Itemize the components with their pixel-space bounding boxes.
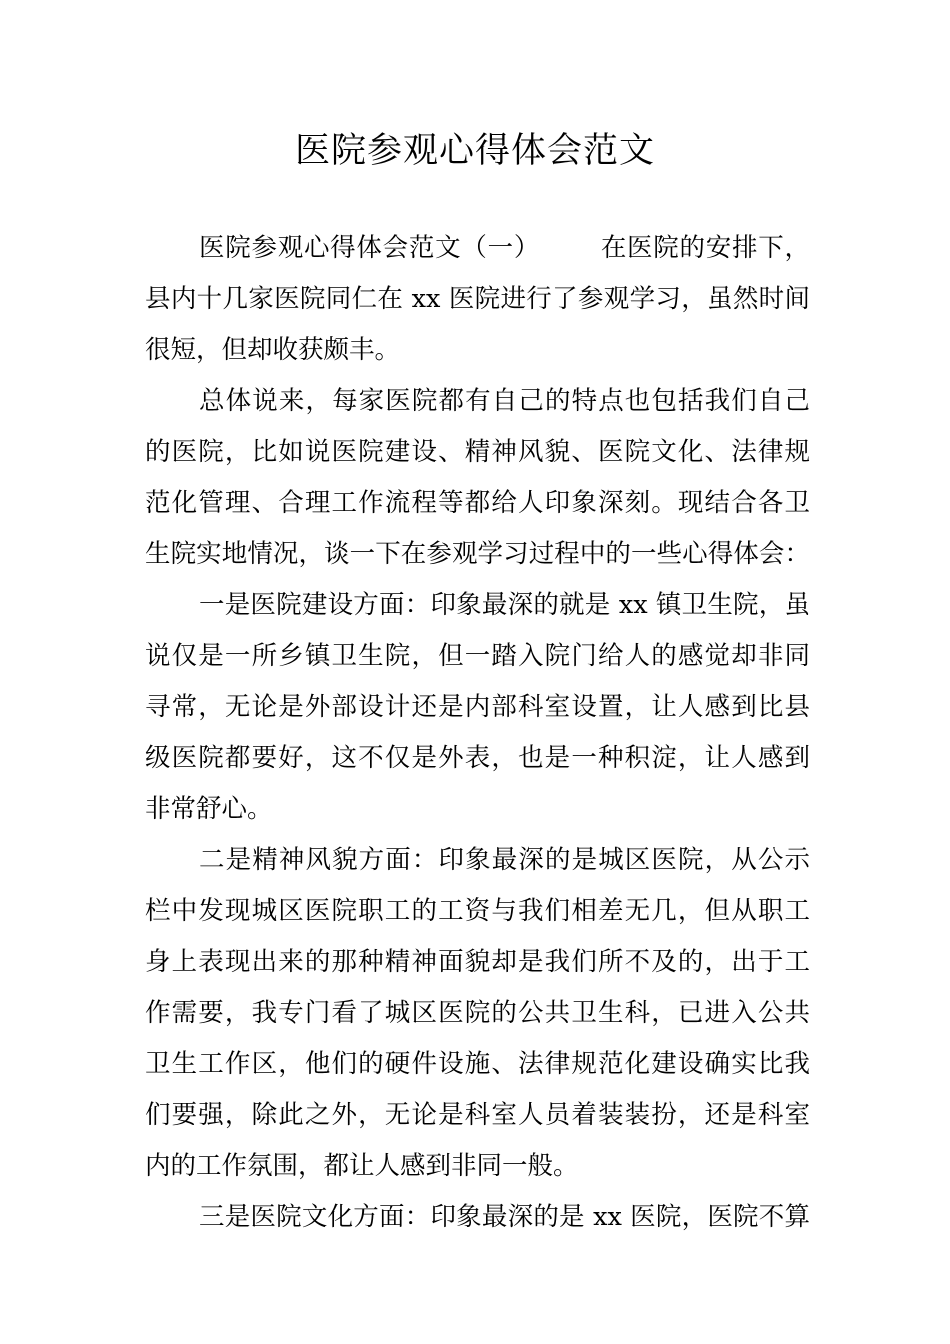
paragraph-line: 县内十几家医院同仁在 xx 医院进行了参观学习，虽然时间 <box>145 284 810 314</box>
paragraph-line: 范化管理、合理工作流程等都给人印象深刻。现结合各卫 <box>145 488 810 518</box>
section-heading-text: 医院参观心得体会范文（一） <box>199 233 541 263</box>
paragraph-line: 很短，但却收获颇丰。 <box>145 335 401 365</box>
paragraph-line: 身上表现出来的那种精神面貌却是我们所不及的，出于工 <box>145 947 810 977</box>
paragraph-line <box>199 222 810 274</box>
paragraph-line: 作需要，我专门看了城区医院的公共卫生科，已进入公共 <box>145 998 810 1028</box>
paragraph-line: 总体说来，每家医院都有自己的特点也包括我们自己 <box>199 386 810 416</box>
paragraph-line: 级医院都要好，这不仅是外表，也是一种积淀，让人感到 <box>145 743 810 773</box>
paragraph-line: 一是医院建设方面：印象最深的就是 xx 镇卫生院，虽 <box>199 590 810 620</box>
document-title: 医院参观心得体会范文 <box>294 131 655 171</box>
paragraph-line: 卫生工作区，他们的硬件设施、法律规范化建设确实比我 <box>145 1049 810 1079</box>
paragraph-line: 三是医院文化方面：印象最深的是 xx 医院，医院不算 <box>199 1202 810 1232</box>
paragraph-line: 二是精神风貌方面：印象最深的是城区医院，从公示 <box>199 845 810 875</box>
paragraph-line: 们要强，除此之外，无论是科室人员着装装扮，还是科室 <box>145 1100 810 1130</box>
paragraph-line: 非常舒心。 <box>145 794 273 824</box>
paragraph-line: 说仅是一所乡镇卫生院，但一踏入院门给人的感觉却非同 <box>145 641 810 671</box>
line-text: 在医院的安排下， <box>600 233 810 263</box>
paragraph-line: 生院实地情况，谈一下在参观学习过程中的一些心得体会： <box>145 539 810 569</box>
paragraph-line: 内的工作氛围，都让人感到非同一般。 <box>145 1151 579 1181</box>
paragraph-line: 栏中发现城区医院职工的工资与我们相差无几，但从职工 <box>145 896 810 926</box>
paragraph-line: 寻常，无论是外部设计还是内部科室设置，让人感到比县 <box>145 692 810 722</box>
paragraph-line: 的医院，比如说医院建设、精神风貌、医院文化、法律规 <box>145 437 810 467</box>
